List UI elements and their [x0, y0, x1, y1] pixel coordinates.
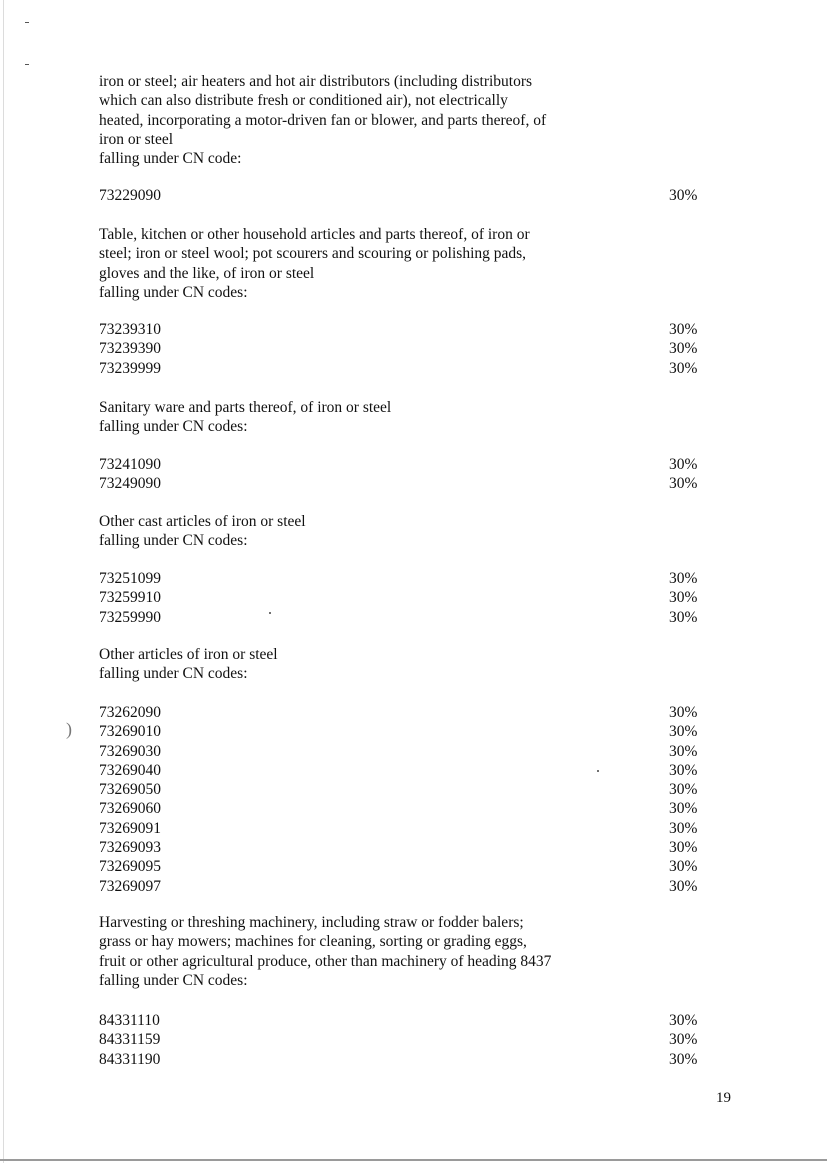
code-row [99, 1011, 698, 1030]
code-row [99, 359, 698, 378]
cn-code: 73269040 [99, 761, 161, 779]
text-line: falling under CN codes: [99, 283, 248, 301]
cn-code: 73269091 [99, 819, 161, 837]
rate-value: 30% [669, 858, 698, 876]
text-line: gloves and the like, of iron or steel [99, 264, 315, 282]
code-row [99, 857, 698, 876]
page-edge-line [3, 0, 4, 1163]
code-row [99, 838, 698, 857]
text-line: steel; iron or steel wool; pot scourers and scouring or polishing pads, [99, 245, 527, 263]
rate-value: 30% [669, 1012, 698, 1029]
code-list [99, 569, 698, 627]
code-list [99, 320, 698, 378]
cn-code: 73269050 [99, 781, 161, 799]
text-line: falling under CN codes: [99, 971, 248, 989]
cn-code: 73251099 [99, 570, 161, 587]
cn-code: 73259910 [99, 589, 161, 607]
code-row [99, 569, 698, 588]
rate-value: 30% [669, 608, 698, 626]
code-row [99, 588, 698, 607]
cn-code: 73239390 [99, 340, 161, 358]
text-line: iron or steel [99, 130, 174, 148]
rate-value: 30% [669, 839, 698, 857]
code-list [99, 455, 698, 494]
rate-value: 30% [669, 475, 698, 493]
code-row [99, 186, 698, 205]
cn-code: 73269060 [99, 800, 161, 818]
text-line: falling under CN code: [99, 150, 242, 168]
rate-value: 30% [669, 819, 698, 837]
code-row [99, 455, 698, 474]
code-row [99, 1030, 698, 1049]
rate-value: 30% [669, 359, 698, 377]
rate-value: 30% [669, 456, 698, 473]
code-row [99, 819, 698, 838]
section-description [99, 913, 599, 990]
cn-code: 73259990 [99, 608, 161, 626]
text-line: iron or steel; air heaters and hot air distributors (including distributors [99, 73, 533, 90]
rate-value: 30% [669, 742, 698, 760]
code-row [99, 320, 698, 339]
code-row [99, 877, 698, 896]
margin-mark [25, 64, 29, 65]
section-description [99, 512, 599, 551]
text-line: falling under CN codes: [99, 665, 248, 683]
text-line: Other articles of iron or steel [99, 646, 278, 663]
cn-code: 73269097 [99, 877, 161, 895]
cn-code: 73241090 [99, 456, 161, 473]
rate-value: 30% [669, 723, 698, 741]
code-row [99, 742, 698, 761]
rate-value: 30% [669, 800, 698, 818]
code-list [99, 1011, 698, 1069]
text-line: Sanitary ware and parts thereof, of iron or steel [99, 399, 392, 416]
section-description [99, 398, 599, 437]
cn-code: 73269010 [99, 723, 161, 741]
intro-paragraph [99, 72, 599, 168]
rate-value: 30% [669, 877, 698, 895]
text-line: Table, kitchen or other household articles and parts thereof, of iron or [99, 226, 530, 243]
text-line: which can also distribute fresh or conditioned air), not electrically [99, 92, 508, 110]
text-line: Harvesting or threshing machinery, including straw or fodder balers; [99, 914, 524, 931]
rate-value: 30% [669, 761, 698, 779]
bottom-rule [0, 1159, 827, 1161]
code-list [99, 186, 698, 205]
rate-value: 30% [669, 321, 698, 338]
cn-code: 73269093 [99, 839, 161, 857]
text-line: grass or hay mowers; machines for cleaning, sorting or grading eggs, [99, 933, 527, 951]
rate-value: 30% [669, 1031, 698, 1049]
rate-value: 30% [669, 704, 698, 721]
text-line: falling under CN codes: [99, 418, 248, 436]
text-line: fruit or other agricultural produce, other than machinery of heading 8437 [99, 952, 552, 970]
code-row [99, 761, 698, 780]
rate-value: 30% [669, 1050, 698, 1068]
code-row [99, 799, 698, 818]
rate-value: 30% [669, 781, 698, 799]
text-line: Other cast articles of iron or steel [99, 513, 306, 530]
margin-mark [25, 22, 29, 23]
cn-code: 73249090 [99, 475, 161, 493]
code-row [99, 1050, 698, 1069]
cn-code: 73239310 [99, 321, 161, 338]
section-description [99, 645, 599, 684]
code-row [99, 703, 698, 722]
cn-code: 73269030 [99, 742, 161, 760]
cn-code: 84331159 [99, 1031, 161, 1049]
cn-code: 73229090 [99, 187, 161, 204]
cn-code: 73239999 [99, 359, 161, 377]
page-number: 19 [716, 1090, 731, 1106]
rate-value: 30% [669, 187, 698, 204]
rate-value: 30% [669, 589, 698, 607]
code-row [99, 474, 698, 493]
code-row [99, 722, 698, 741]
code-list [99, 703, 698, 896]
code-row [99, 608, 698, 627]
cn-code: 84331110 [99, 1012, 160, 1029]
rate-value: 30% [669, 340, 698, 358]
cn-code: 84331190 [99, 1050, 161, 1068]
cn-code: 73262090 [99, 704, 161, 721]
text-line: heated, incorporating a motor-driven fan or blower, and parts thereof, of [99, 111, 547, 129]
rate-value: 30% [669, 570, 698, 587]
scan-artifact-bracket: ) [66, 719, 72, 739]
text-line: falling under CN codes: [99, 532, 248, 550]
cn-code: 73269095 [99, 858, 161, 876]
code-row [99, 339, 698, 358]
code-row [99, 780, 698, 799]
section-description [99, 225, 599, 302]
